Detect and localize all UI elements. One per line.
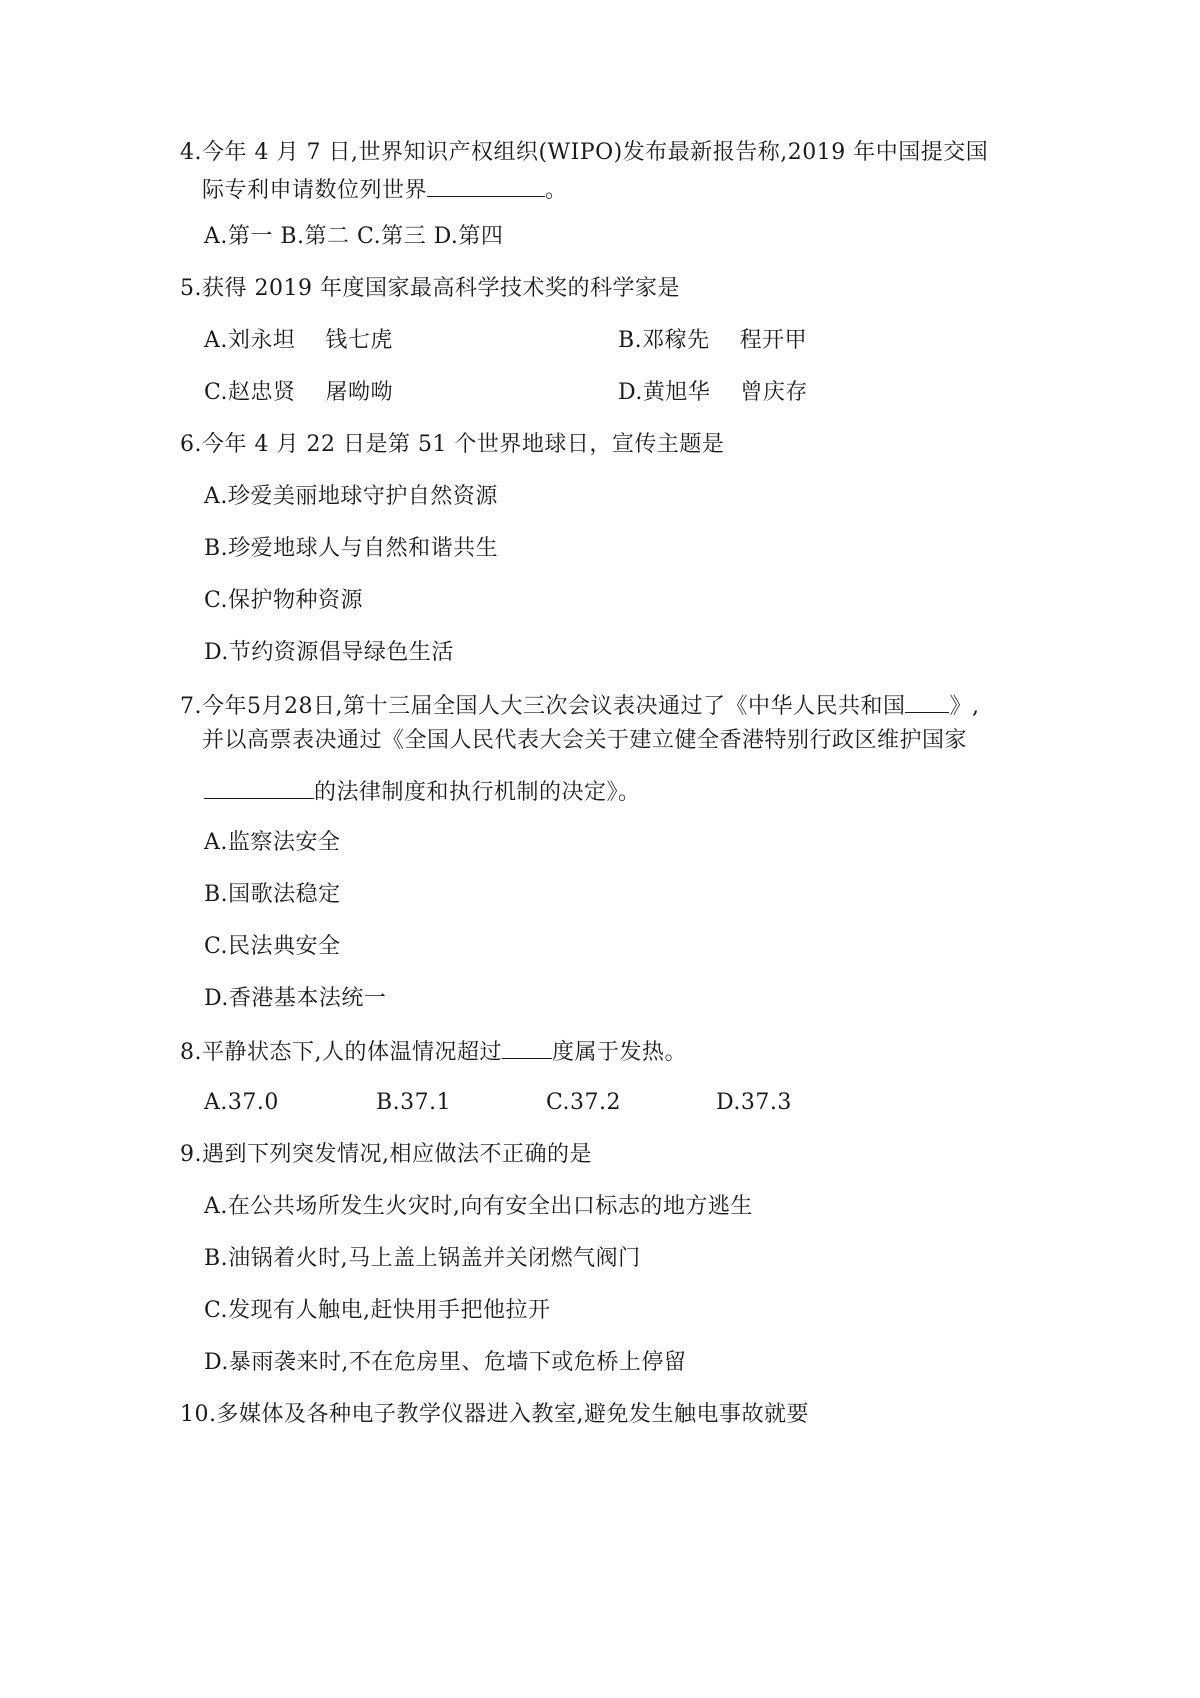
q8-option-d: D.37.3: [716, 1090, 792, 1115]
q7-option-a: A.监察法安全: [204, 830, 341, 855]
q8-option-c: C.37.2: [546, 1090, 622, 1115]
q7-stem-text: 7.今年5月28日,第十三届全国人大三次会议表决通过了《中华人民共和国: [180, 694, 906, 719]
q5-option-b-name2: 程开甲: [739, 328, 808, 353]
q6-stem: 6.今年 4 月 22 日是第 51 个世界地球日，宣传主题是: [180, 432, 725, 457]
q4-stem-line2: [202, 174, 568, 206]
q5-option-d-name1: D.黄旭华: [618, 380, 711, 405]
q4-stem-text: 际专利申请数位列世界: [202, 178, 428, 203]
q7-stem-line3: [204, 776, 641, 808]
q8-stem-end: 度属于发热。: [551, 1040, 687, 1065]
q6-option-b: B.珍爱地球人与自然和谐共生: [204, 536, 499, 561]
q6-option-d: D.节约资源倡导绿色生活: [204, 640, 454, 665]
q7-stem-line2: 并以高票表决通过《全国人民代表大会关于建立健全香港特别行政区维护国家: [202, 728, 968, 753]
q8-option-a: A.37.0: [204, 1090, 279, 1115]
q7-stem-end: 》,: [949, 694, 980, 719]
q7-answer-blank-1: [905, 690, 949, 713]
q9-option-d: D.暴雨袭来时,不在危房里、危墙下或危桥上停留: [204, 1350, 687, 1375]
q5-option-c-name1: C.赵忠贤: [204, 380, 296, 405]
q9-stem: 9.遇到下列突发情况,相应做法不正确的是: [180, 1142, 592, 1167]
q7-option-c: C.民法典安全: [204, 934, 341, 959]
q5-stem: 5.获得 2019 年度国家最高科学技术奖的科学家是: [180, 276, 680, 301]
q5-option-d: [618, 378, 808, 408]
q5-option-a: [204, 326, 393, 356]
q6-option-c: C.保护物种资源: [204, 588, 364, 613]
q7-option-d: D.香港基本法统一: [204, 986, 387, 1011]
q9-option-c: C.发现有人触电,赶快用手把他拉开: [204, 1298, 551, 1323]
q10-stem: 10.多媒体及各种电子教学仪器进入教室,避免发生触电事故就要: [180, 1402, 809, 1427]
q5-option-c: [204, 378, 393, 408]
q4-stem-line1: 4.今年 4 月 7 日,世界知识产权组织(WIPO)发布最新报告称,2019 年中国提交国: [180, 140, 989, 165]
q5-option-b: [618, 326, 807, 356]
q7-stem-line3-text: 的法律制度和执行机制的决定》。: [314, 780, 641, 805]
q5-option-d-name2: 曾庆存: [740, 380, 808, 405]
q9-option-b: B.油锅着火时,马上盖上锅盖并关闭燃气阀门: [204, 1246, 641, 1271]
q7-answer-blank-2: [204, 776, 314, 799]
q4-stem-end: 。: [545, 178, 568, 203]
q5-option-c-name2: 屠呦呦: [325, 380, 394, 405]
q5-option-a-name2: 钱七虎: [325, 328, 393, 353]
q6-option-a: A.珍爱美丽地球守护自然资源: [204, 484, 498, 509]
q4-answer-blank: [427, 174, 545, 197]
q8-option-b: B.37.1: [376, 1090, 452, 1115]
q8-answer-blank: [502, 1036, 552, 1059]
q7-stem-line1: [180, 690, 979, 722]
q7-option-b: B.国歌法稳定: [204, 882, 341, 907]
q5-option-b-name1: B.邓稼先: [618, 328, 710, 353]
q9-option-a: A.在公共场所发生火灾时,向有安全出口标志的地方逃生: [204, 1194, 753, 1219]
q5-option-a-name1: A.刘永坦: [204, 328, 296, 353]
q4-options: A.第一 B.第二 C.第三 D.第四: [204, 224, 504, 249]
q8-stem: [180, 1036, 687, 1068]
q8-stem-text: 8.平静状态下,人的体温情况超过: [180, 1040, 502, 1065]
